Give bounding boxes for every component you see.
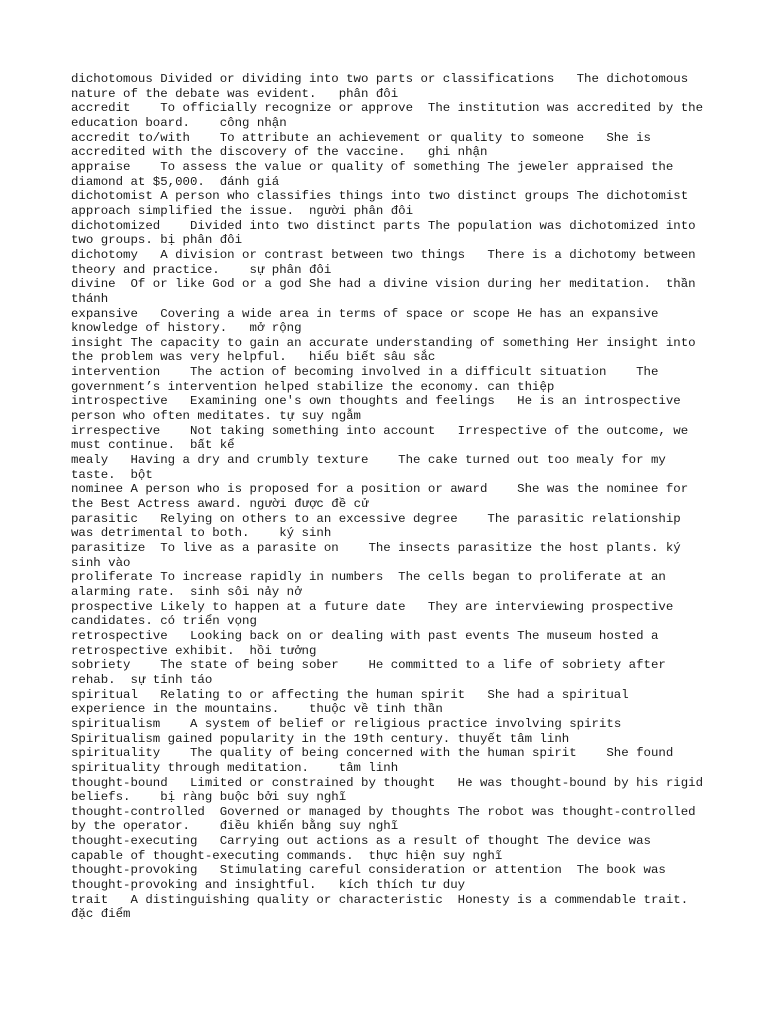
entry-retrospective: retrospective Looking back on or dealing with past events The museum hosted a retrospective exhibit. hồi tưởng [71,628,666,658]
entry-expansive: expansive Covering a wide area in terms of space or scope He has an expansive knowledge of history. mở rộng [71,306,666,336]
entry-trait: trait A distinguishing quality or characteristic Honesty is a commendable trait. đặc điểm [71,892,696,922]
entry-accredit: accredit To officially recognize or approve The institution was accredited by the education board. công nhận [71,101,711,130]
entry-divine: divine Of or like God or a god She had a divine vision during her meditation. thần thánh [71,277,704,306]
entry-spirituality: spirituality The quality of being concerned with the human spirit She found spirituality through meditation. tâm linh [71,746,681,775]
entry-thought-bound: thought-bound Limited or constrained by thought He was thought-bound by his rigid beliefs. bị ràng buộc bởi suy nghĩ [71,775,711,805]
entry-thought-provoking: thought-provoking Stimulating careful consideration or attention The book was thought-provoking and insightful. kích thích tư duy [71,863,674,893]
entry-parasitic: parasitic Relying on others to an excessive degree The parasitic relationship was detrimental to both. ký sinh [71,511,689,541]
entry-spiritual: spiritual Relating to or affecting the human spirit She had a spiritual experience in the mountains. thuộc về tinh thần [71,687,637,717]
entry-proliferate: proliferate To increase rapidly in numbers The cells began to proliferate at an alarming rate. sinh sôi nảy nở [71,570,674,599]
entry-mealy: mealy Having a dry and crumbly texture The cake turned out too mealy for my taste. bột [71,453,674,482]
entry-parasitize: parasitize To live as a parasite on The insects parasitize the host plants. ký sinh vào [71,541,689,570]
entry-appraise: appraise To assess the value or quality of something The jeweler appraised the diamond at $5,000. đánh giá [71,159,681,189]
entry-nominee: nominee A person who is proposed for a position or award She was the nominee for the Best Actress award. người được đề cử [71,482,696,512]
entry-insight: insight The capacity to gain an accurate understanding of something Her insight into the problem was very helpful. hiểu biết sâu sắc [71,335,704,365]
entry-dichotomized: dichotomized Divided into two distinct parts The population was dichotomized into two groups. bị phân đôi [71,218,704,248]
entry-dichotomist: dichotomist A person who classifies things into two distinct groups The dichotomist approach simplified the issue. người phân đôi [71,189,696,218]
entry-dichotomy: dichotomy A division or contrast between two things There is a dichotomy between theory and practice. sự phân đôi [71,247,704,277]
entry-spiritualism: spiritualism A system of belief or religious practice involving spirits Spiritualism gained popularity in the 19th century. thuyết tâm linh [71,716,637,746]
entry-irrespective: irrespective Not taking something into account Irrespective of the outcome, we must continue. bất kể [71,423,696,453]
entry-prospective: prospective Likely to happen at a future date They are interviewing prospective candidates. có triển vọng [71,599,681,629]
entry-introspective: introspective Examining one's own thoughts and feelings He is an introspective person who often meditates. tự suy ngẫm [71,394,689,424]
entry-thought-controlled: thought-controlled Governed or managed by thoughts The robot was thought-controlled by the operator. điều khiển bằng suy nghĩ [71,804,704,834]
entry-thought-executing: thought-executing Carrying out actions as a result of thought The device was capable of thought-executing commands. thực hiện suy nghĩ [71,834,659,863]
entry-accredit-to-with: accredit to/with To attribute an achievement or quality to someone She is accredited with the discovery of the vaccine. ghi nhận [71,130,659,160]
entry-dichotomous: dichotomous Divided or dividing into two parts or classifications The dichotomous nature of the debate was evident. phân đôi [71,72,696,101]
entry-intervention: intervention The action of becoming involved in a difficult situation The government’s intervention helped stabilize the economy. can thiệp [71,365,666,394]
entry-sobriety: sobriety The state of being sober He committed to a life of sobriety after rehab. sự tỉnh táo [71,658,674,687]
